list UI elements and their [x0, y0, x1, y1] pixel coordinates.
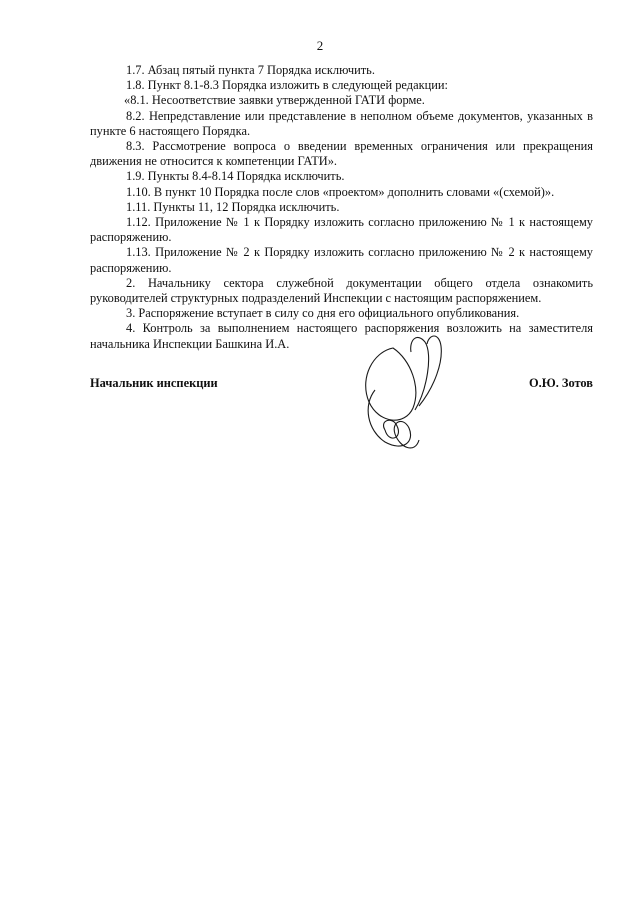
- paragraph-1-8: 1.8. Пункт 8.1-8.3 Порядка изложить в следующей редакции:: [126, 78, 448, 93]
- signer-title: Начальник инспекции: [90, 376, 218, 390]
- signature-block: [90, 368, 593, 488]
- signer-name: О.Ю. Зотов: [529, 376, 593, 390]
- paragraph-1-9: 1.9. Пункты 8.4-8.14 Порядка исключить.: [126, 169, 345, 184]
- handwritten-signature: [345, 330, 465, 470]
- paragraph-1-13: 1.13. Приложение № 2 к Порядку изложить согласно приложению № 2 к настоящему распоряжению.: [90, 245, 593, 275]
- paragraph-3: 3. Распоряжение вступает в силу со дня его официального опубликования.: [126, 306, 520, 321]
- paragraph-1-10: 1.10. В пункт 10 Порядка после слов «проектом» дополнить словами «(схемой)».: [126, 184, 555, 199]
- paragraph-8-1: «8.1. Несоответствие заявки утвержденной ГАТИ форме.: [124, 93, 425, 108]
- paragraph-1-11: 1.11. Пункты 11, 12 Порядка исключить.: [126, 199, 340, 214]
- paragraph-2: 2. Начальнику сектора служебной документации общего отдела ознакомить руководителей структурных подразделений Инспекции с настоящим распоряжением.: [90, 275, 593, 306]
- paragraph-4: 4. Контроль за выполнением настоящего распоряжения возложить на заместителя начальника Инспекции Башкина И.А.: [90, 321, 593, 351]
- document-body: [90, 63, 593, 352]
- page-number: 2: [316, 38, 324, 53]
- paragraph-8-2: 8.2. Непредставление или представление в неполном объеме документов, указанных в пункте 6 настоящего Порядка.: [90, 108, 593, 138]
- paragraph-1-7: 1.7. Абзац пятый пункта 7 Порядка исключить.: [126, 63, 375, 77]
- paragraph-1-12: 1.12. Приложение № 1 к Порядку изложить согласно приложению № 1 к настоящему распоряжению.: [90, 215, 593, 245]
- paragraph-8-3: 8.3. Рассмотрение вопроса о введении временных ограничения или прекращения движения не относится к компетенции ГАТИ».: [90, 139, 593, 169]
